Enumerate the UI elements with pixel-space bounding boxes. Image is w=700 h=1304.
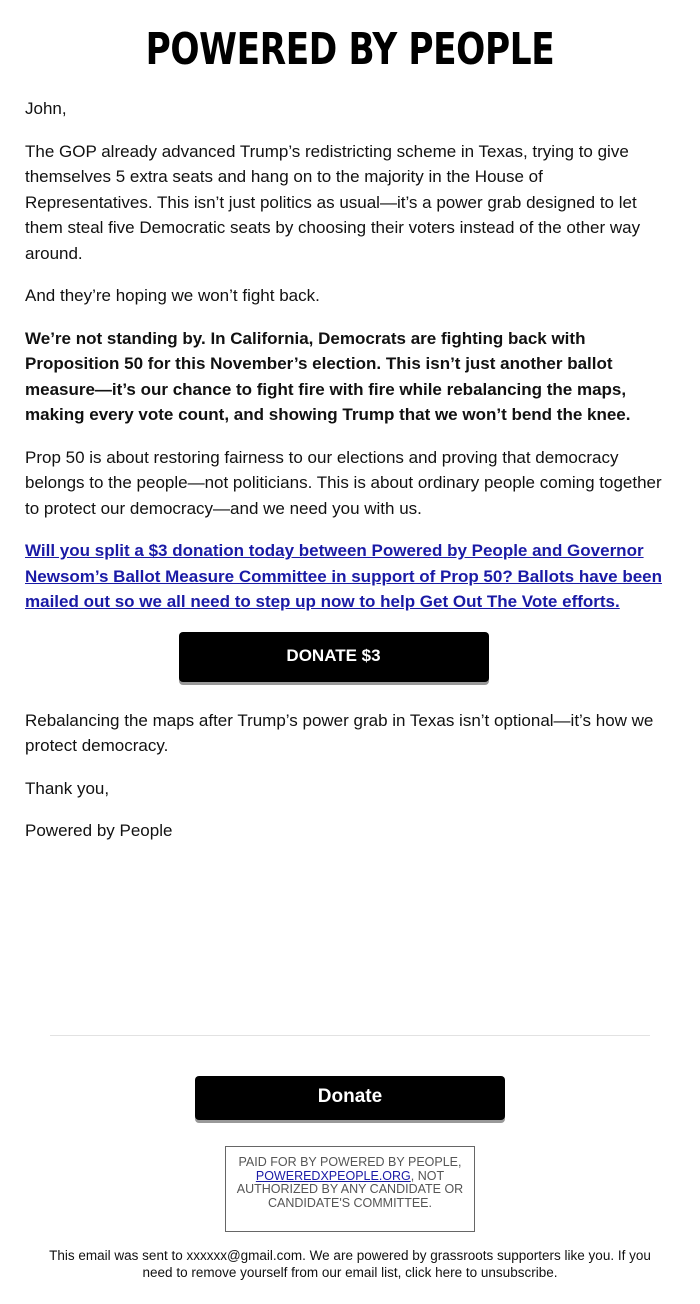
footer-donate-row <box>0 1076 700 1120</box>
donate-3-button[interactable]: DONATE $3 <box>179 632 489 682</box>
disclaimer-website-link[interactable]: POWEREDXPEOPLE.ORG <box>255 1168 411 1183</box>
disclaimer-pre: PAID FOR BY POWERED BY PEOPLE, <box>238 1155 462 1169</box>
footer-divider <box>50 1035 650 1036</box>
closing: Thank you, <box>25 778 110 798</box>
greeting: John, <box>25 99 67 118</box>
disclaimer-post: , NOT AUTHORIZED BY ANY CANDIDATE OR CANDIDATE'S COMMITTEE. <box>236 1168 464 1210</box>
paragraph-prop-50: We’re not standing by. In California, Democrats are fighting back with Proposition 50 for this November’s election. This isn’t just another ballot measure—it’s our chance to fight fire with fire while rebalancing the maps, making every vote count, and showing Trump that we won’t bend the knee. <box>25 328 631 424</box>
paid-for-disclaimer <box>225 1146 475 1232</box>
paragraph-fight-back: And they’re hoping we won’t fight back. <box>25 286 320 305</box>
brand-logo: POWERED BY PEOPLE <box>145 24 555 75</box>
donation-ask <box>25 538 667 615</box>
paragraph-intro: The GOP already advanced Trump’s redistricting scheme in Texas, trying to give themselves 5 extra seats and hang on to the majority in the House of Representatives. This isn’t just politics as usual—it’s a power grab designed to let them steal five Democratic seats by choosing their voters instead of the other way around. <box>25 141 641 263</box>
donate-button-row <box>25 632 667 682</box>
paragraph-fairness: Prop 50 is about restoring fairness to our elections and proving that democracy belongs to the people—not politicians. This is about ordinary people coming together to protect our democracy—and we need you with us. <box>25 447 662 518</box>
paragraph-rebalancing: Rebalancing the maps after Trump’s power grab in Texas isn’t optional—it’s how we protect democracy. <box>25 710 654 755</box>
unsubscribe-notice: This email was sent to xxxxxx@gmail.com. We are powered by grassroots supporters like you. If you need to remove yourself from our email list, click here to unsubscribe. <box>49 1248 651 1280</box>
signature: Powered by People <box>25 821 173 840</box>
header <box>0 24 700 76</box>
email-body <box>25 96 667 861</box>
donation-ask-link[interactable]: Will you split a $3 donation today between Powered by People and Governor Newsom’s Ballot Measure Committee in support of Prop 50? Ballots have been mailed out so we all need to step up now to help Get Out The Vote efforts. <box>25 541 663 611</box>
footer-donate-button[interactable]: Donate <box>195 1076 505 1120</box>
